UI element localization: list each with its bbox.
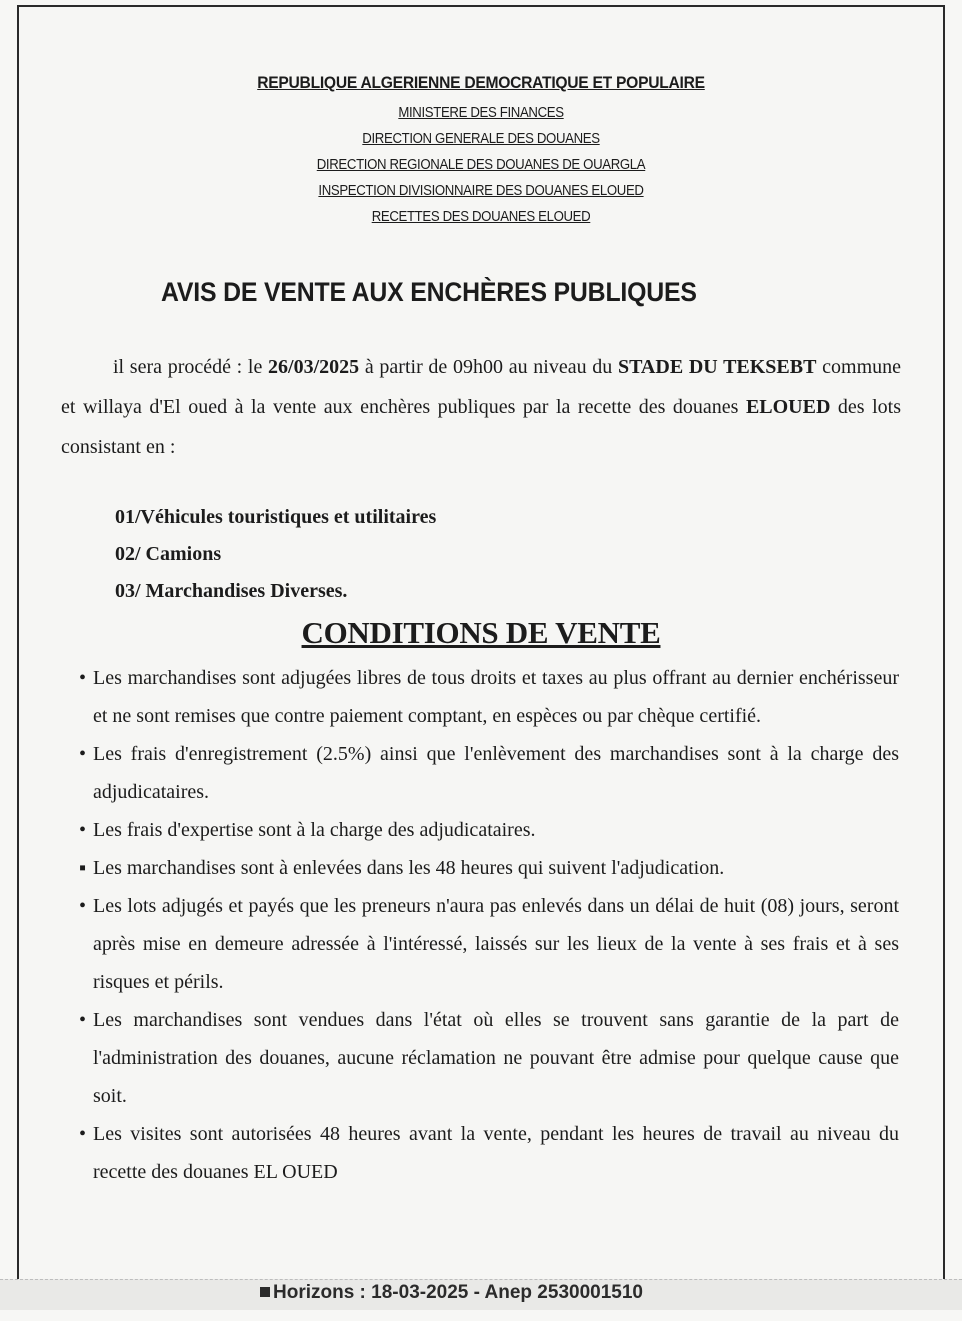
lots-list [115, 499, 436, 610]
square-bullet-icon: ▪ [79, 857, 87, 879]
condition-text: Les frais d'enregistrement (2.5%) ainsi que l'enlèvement des marchandises sont à la charge des adjudicataires. [93, 743, 899, 803]
ministry-line: MINISTERE DES FINANCES [398, 104, 564, 121]
bullet-icon: • [79, 667, 87, 689]
intro-text-2: à partir de [359, 356, 453, 378]
directorate-general-line: DIRECTION GENERALE DES DOUANES [362, 130, 600, 147]
condition-item [79, 849, 899, 887]
footer-credit [260, 1282, 643, 1304]
intro-text-3: au niveau du [503, 356, 618, 378]
intro-text-5: des lots consistant en : [61, 396, 901, 458]
customs-office-name: ELOUED [745, 396, 831, 418]
publication-footer [0, 1279, 962, 1310]
customs-office-line: RECETTES DES DOUANES ELOUED [371, 208, 591, 225]
condition-text: Les marchandises sont vendues dans l'état où elles se trouvent sans garantie de la part de l'administration des douanes, aucune réclamation ne pouvant être admise pour quelque cause que soit. [93, 1009, 899, 1107]
condition-item [79, 659, 899, 735]
sale-date: 26/03/2025 [268, 356, 360, 378]
notice-title: AVIS DE VENTE AUX ENCHÈRES PUBLIQUES [161, 277, 697, 307]
intro-text-1: il sera procédé : le [113, 356, 269, 378]
square-marker-icon [260, 1287, 270, 1297]
conditions-list [79, 659, 899, 1191]
condition-item [79, 1001, 899, 1115]
bullet-icon: • [79, 1123, 87, 1145]
condition-item [79, 1115, 899, 1191]
footer-credit-text: Horizons : 18-03-2025 - Anep 2530001510 [273, 1282, 643, 1303]
issuer-header [19, 73, 943, 230]
condition-text: Les frais d'expertise sont à la charge des adjudicataires. [93, 819, 536, 841]
lot-item: 02/ Camions [115, 543, 222, 565]
condition-item [79, 887, 899, 1001]
condition-text: Les lots adjugés et payés que les preneurs n'aura pas enlevés dans un délai de huit (08) jours, seront après mise en demeure adressée à l'intéressé, laissés sur les lieux de la vente à ses frais et à ses risques et périls. [93, 895, 899, 993]
intro-text-4: commune et willaya d'El oued à la vente aux enchères publiques par la recette des douanes [61, 356, 902, 418]
bullet-icon: • [79, 895, 87, 917]
conditions-heading: CONDITIONS DE VENTE [301, 615, 661, 650]
sale-venue: STADE DU TEKSEBT [617, 356, 817, 378]
intro-paragraph [61, 347, 901, 467]
bullet-icon: • [79, 819, 87, 841]
bullet-icon: • [79, 743, 87, 765]
regional-directorate-line: DIRECTION REGIONALE DES DOUANES DE OUARGLA [316, 156, 646, 173]
lot-item: 03/ Marchandises Diverses. [115, 580, 348, 602]
condition-text: Les marchandises sont adjugées libres de tous droits et taxes au plus offrant au dernier enchérisseur et ne sont remises que contre paiement comptant, en espèces ou par chèque certifié. [93, 667, 899, 727]
sale-time: 09h00 [453, 356, 503, 378]
bullet-icon: • [79, 1009, 87, 1031]
divisional-inspection-line: INSPECTION DIVISIONNAIRE DES DOUANES ELOUED [318, 182, 644, 199]
lot-item: 01/Véhicules touristiques et utilitaires [115, 506, 437, 528]
condition-item [79, 735, 899, 811]
republic-heading: REPUBLIQUE ALGERIENNE DEMOCRATIQUE ET POPULAIRE [257, 73, 705, 92]
notice-frame [17, 5, 945, 1305]
condition-text: Les marchandises sont à enlevées dans les 48 heures qui suivent l'adjudication. [93, 857, 725, 879]
condition-item [79, 811, 899, 849]
condition-text: Les visites sont autorisées 48 heures avant la vente, pendant les heures de travail au niveau du recette des douanes EL OUED [93, 1123, 899, 1183]
